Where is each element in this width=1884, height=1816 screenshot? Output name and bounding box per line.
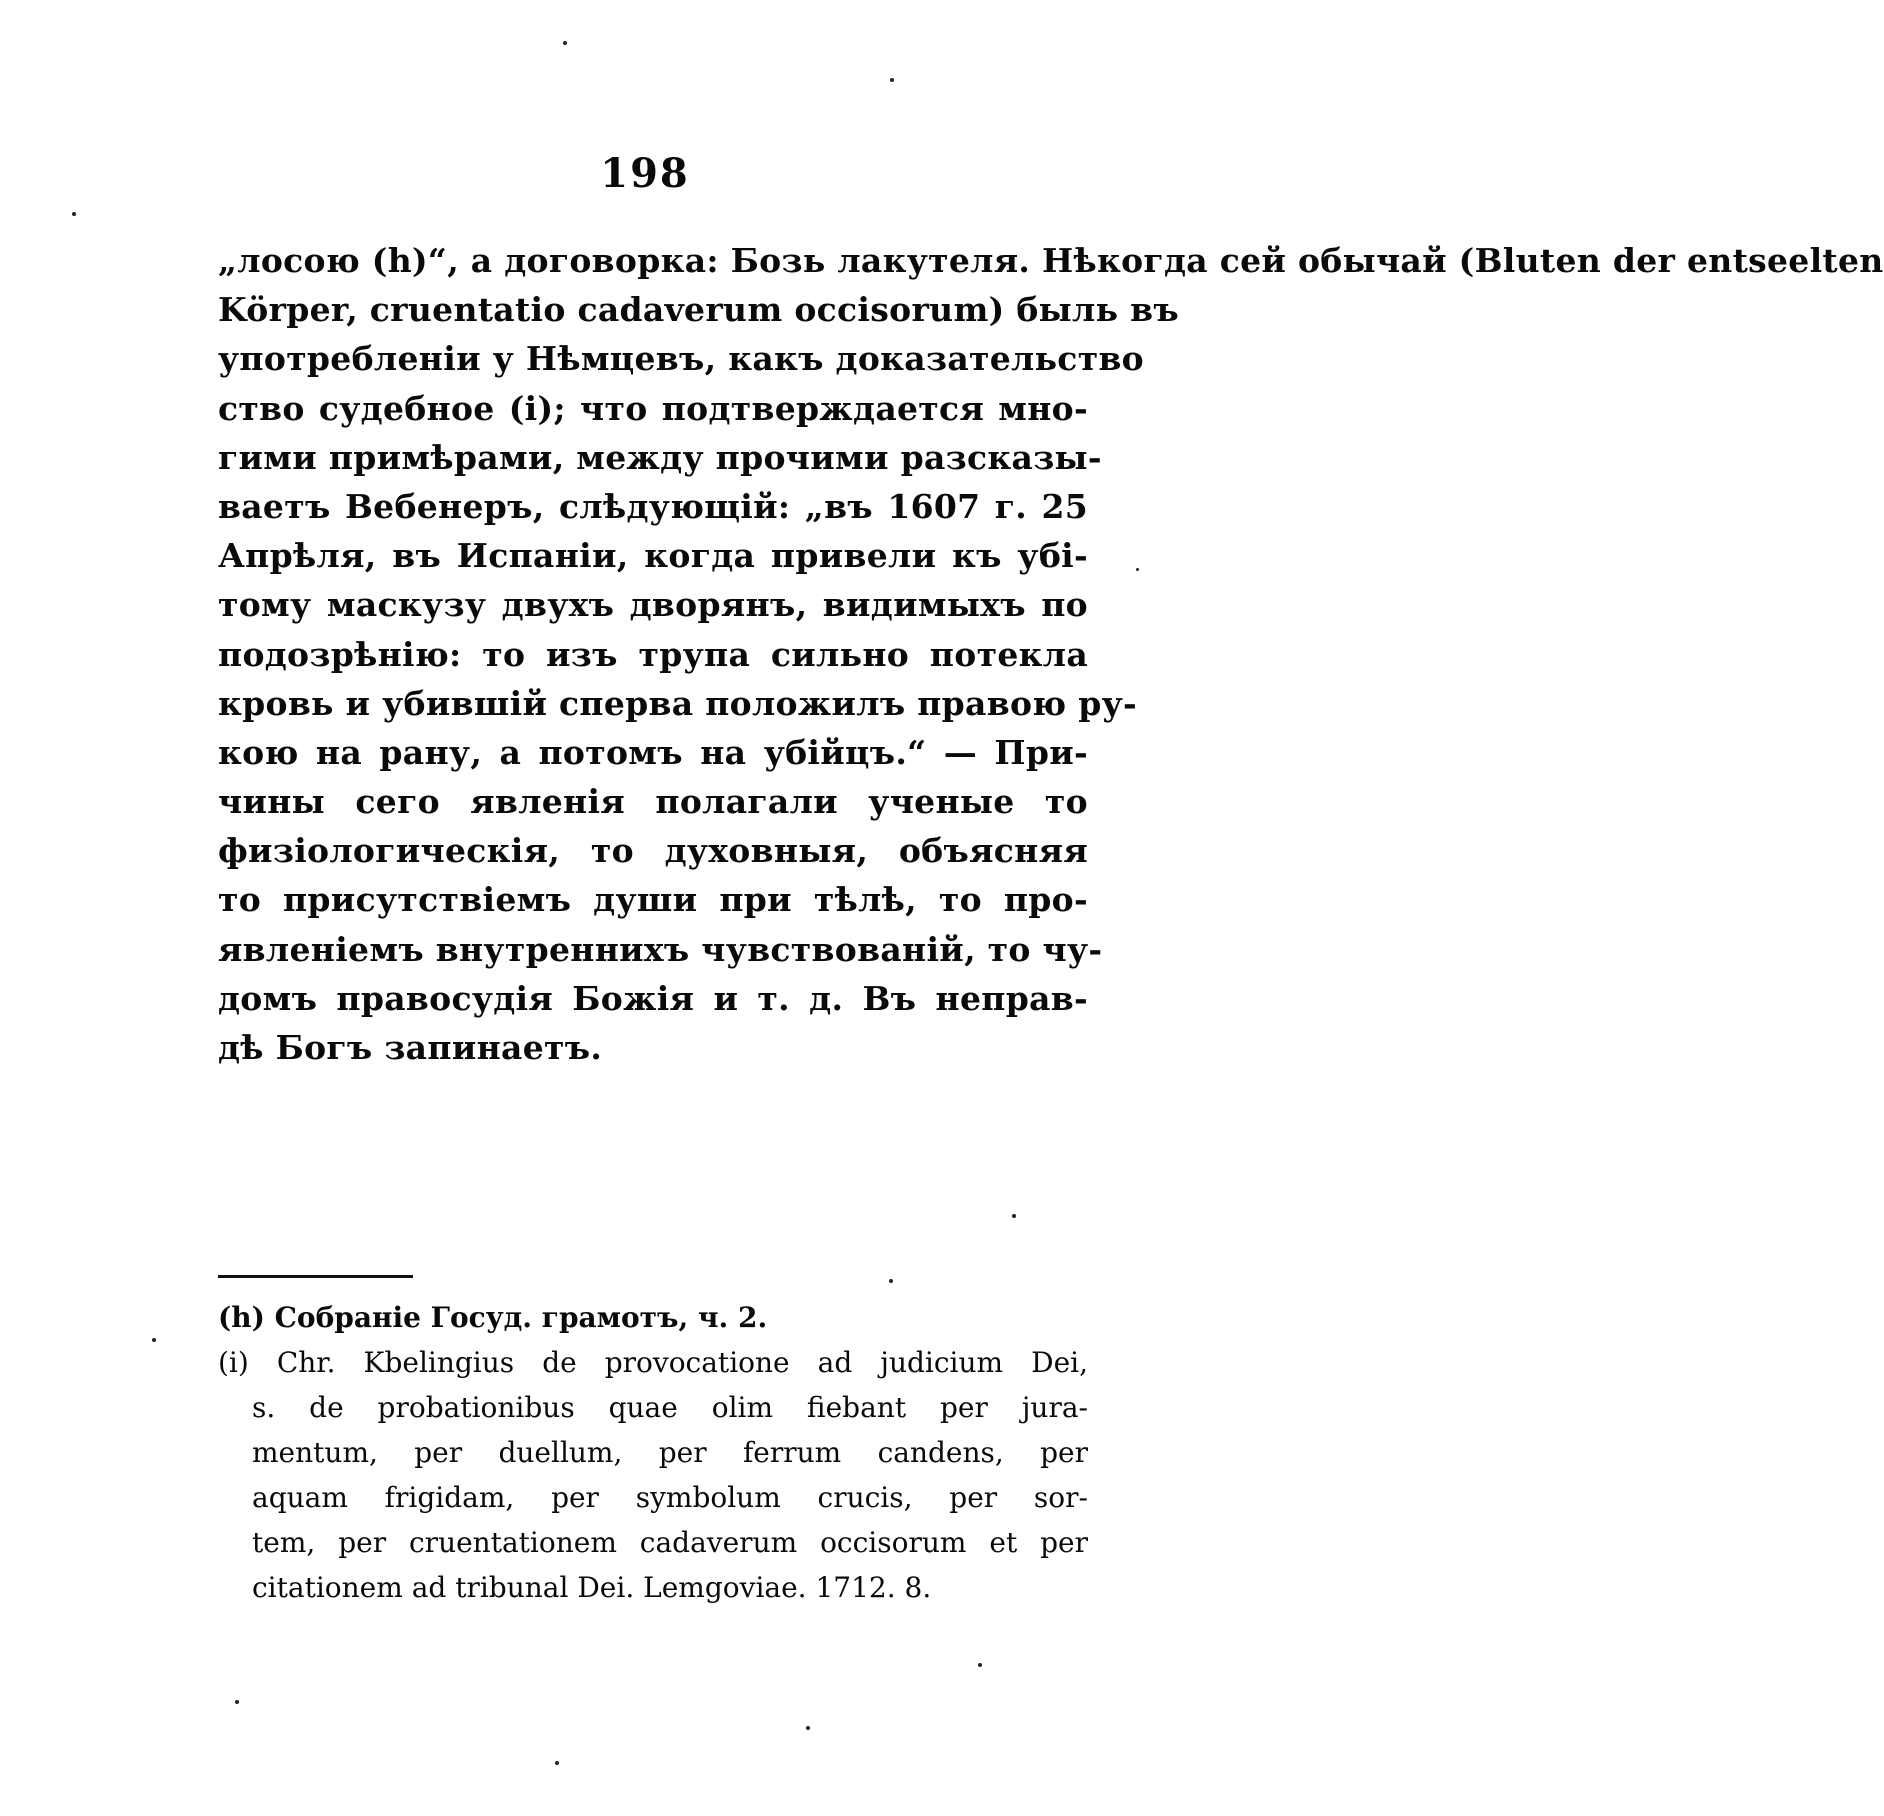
text-line: гими примѣрами, между прочими разсказы- xyxy=(218,437,1102,477)
text-line: тому маскузу двухъ дворянъ, видимыхъ по xyxy=(218,585,1088,625)
scan-speck xyxy=(235,1700,239,1704)
scan-speck xyxy=(72,212,76,216)
scan-speck xyxy=(889,1279,893,1283)
scan-speck xyxy=(978,1663,982,1667)
scan-speck xyxy=(563,41,567,45)
scan-speck xyxy=(1136,568,1139,571)
text-line: дѣ Богъ запинаетъ. xyxy=(218,1028,603,1067)
footnote-i-line: s. de probationibus quae olim fiebant per jura- xyxy=(252,1391,1088,1424)
page-number: 198 xyxy=(600,150,690,197)
footnote-i-line: (i) Chr. Kbelingius de provocatione ad judicium Dei, xyxy=(218,1346,1088,1379)
text-line: „лосою (h)“, а договорка: Бозь лакутеля. Нѣкогда сей обычай (Bluten der entseelten xyxy=(218,241,1884,280)
text-line: кою на рану, а потомъ на убійцъ.“ — При- xyxy=(218,732,1088,772)
text-line: Апрѣля, въ Испаніи, когда привели къ убі- xyxy=(218,536,1088,576)
text-line: домъ правосудія Божія и т. д. Въ неправ- xyxy=(218,978,1088,1018)
footnote-i-line: citationem ad tribunal Dei. Lemgoviae. 1712. 8. xyxy=(252,1571,932,1604)
scan-speck xyxy=(890,78,894,82)
main-text-block xyxy=(218,236,1884,1072)
text-line: употребленіи у Нѣмцевъ, какъ доказательство xyxy=(218,339,1144,379)
scan-speck xyxy=(152,1338,156,1342)
footnote-i-line: aquam frigidam, per symbolum crucis, per sor- xyxy=(252,1481,1088,1514)
scan-speck xyxy=(1012,1214,1016,1218)
scan-speck xyxy=(555,1761,559,1765)
text-line: чины сего явленія полагали ученые то xyxy=(218,782,1088,822)
text-line: физіологическія, то духовныя, объясняя xyxy=(218,831,1088,871)
footnote-separator-rule xyxy=(218,1275,413,1278)
scan-speck xyxy=(806,1726,810,1730)
text-line: ство судебное (i); что подтверждается мно- xyxy=(218,388,1088,428)
footnote-i-line: mentum, per duellum, per ferrum candens, per xyxy=(252,1436,1088,1469)
text-line: ваетъ Вебенеръ, слѣдующій: „въ 1607 г. 25 xyxy=(218,486,1088,526)
footnotes-block xyxy=(218,1295,1088,1610)
text-line: подозрѣнію: то изъ трупа сильно потекла xyxy=(218,634,1088,674)
text-line: явленіемъ внутреннихъ чувствованій, то чу- xyxy=(218,929,1103,969)
text-line: то присутствіемъ души при тѣлѣ, то про- xyxy=(218,880,1088,920)
text-line: кровь и убившій сперва положилъ правою ру- xyxy=(218,683,1138,723)
footnote-i-line: tem, per cruentationem cadaverum occisorum et per xyxy=(252,1526,1088,1559)
text-line: Körper, cruentatio cadaverum occisorum) быль въ xyxy=(218,290,1179,330)
footnote-h: (h) Собраніе Госуд. грамотъ, ч. 2. xyxy=(218,1301,768,1334)
